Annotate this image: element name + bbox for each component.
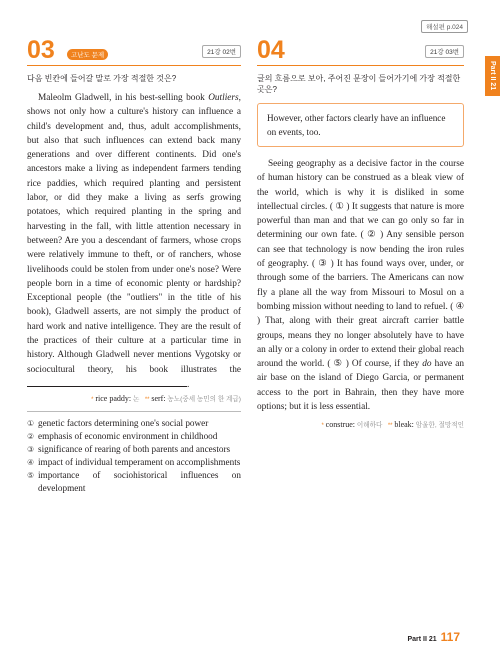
passage-text: have an air base on the island of Diego Garcia, or permanent access to the port in Bahrain, then they have more options; but it is less essential. <box>257 359 464 413</box>
choice-number: ① <box>27 419 35 429</box>
passage <box>257 157 464 414</box>
part-side-tab: Part II 21 <box>485 56 500 96</box>
glossary-term: serf: <box>151 394 166 404</box>
answer-reference: 해설편 p.024 <box>421 20 468 33</box>
star-mark: * <box>91 397 94 404</box>
glossary-term: bleak: <box>394 420 414 430</box>
answer-blank <box>27 377 187 387</box>
glossary-meaning: 이해하다 <box>356 422 383 430</box>
choice-text: genetic factors determining one's social power <box>38 418 209 429</box>
header-rule <box>257 65 464 66</box>
passage-end: . <box>187 379 190 390</box>
question-number: 03 <box>27 36 55 64</box>
choice-number: ⑤ <box>27 471 35 481</box>
glossary-meaning: 논 <box>132 396 140 404</box>
choice-text: significance of rearing of both parents and ancestors <box>38 444 231 455</box>
question-prompt: 다음 빈칸에 들어갈 말로 가장 적절한 것은? <box>27 74 177 83</box>
page-footer <box>407 630 460 644</box>
divider <box>27 411 241 412</box>
choice-item[interactable] <box>27 417 241 430</box>
glossary-meaning: 암울한, 절망적인 <box>415 422 464 430</box>
glossary-term: construe: <box>325 420 355 430</box>
question-number: 04 <box>257 36 285 64</box>
question-03-header <box>27 36 241 66</box>
passage-text: Seeing geography as a decisive factor in the course of human history can be construed as a bleak view of the world, which is why it is disliked in some intellectual circles. ( ① ) It suggests that nature is more powerful than man and that we can go only so far in determining our own fate. ( ② ) Any sensible person can see that technology is now bending the iron rules of geography. ( ③ ) It has found ways over, under, or through some of the barriers. The Americans can now fly a plane all the way from Missouri to Mosul on a bombing mission without needing to land to refuel. ( ④ ) That, along with their great aircraft carrier battle groups, means they no longer absolutely have to have an ally or a colony in order to extend their global reach around the world. ( ⑤ ) Of course, if they <box>257 159 464 370</box>
question-04-header <box>257 36 464 66</box>
choice-text: impact of individual temperament on accomplishments <box>38 457 241 468</box>
difficulty-badge: 고난도 문제 <box>67 49 108 60</box>
question-03 <box>27 36 241 495</box>
choice-number: ② <box>27 432 35 442</box>
choice-item[interactable] <box>27 456 241 469</box>
glossary-meaning: 농노(중세 농민의 한 계급) <box>167 396 241 404</box>
choice-item[interactable] <box>27 430 241 443</box>
book-title: Outliers <box>208 93 239 103</box>
choice-list <box>27 417 241 495</box>
emphasis: do <box>422 359 432 370</box>
star-mark: ** <box>387 423 393 430</box>
header-rule <box>27 65 241 66</box>
glossary <box>27 394 241 405</box>
choice-text: emphasis of economic environment in childhood <box>38 431 218 442</box>
footer-part: Part II 21 <box>407 636 437 643</box>
question-code: 21강 03번 <box>425 45 464 58</box>
given-sentence-box: However, other factors clearly have an influence on events, too. <box>257 103 464 147</box>
passage-text: , shows not only how a culture's history can influence a child's development and, thus, adult accomplishments, but also that such influences can extend back many generations and over different continents. Did one's ancestors make a living as independent farmers tending rice paddies, which required planting and persistent labor, or did they make a living as serfs growing potatoes, which required planting in the spring and harvesting in the fall, with little attention necessary in between? Are you a descendant of farmers, whose crops were relatively immune to theft, or of ranchers, whose livelihoods could be stolen from under one's nose? Were people born in a time of economic plenty or hardship? Exceptional people (the "outliers" in the title of his book), Gladwell asserts, are not simply the product of hard work and native intelligence. They are the result of the practices of their culture at a particular time in history. Although Gladwell never mentions Vygotsky or sociocultural theory, his book illustrates the <box>27 93 241 375</box>
star-mark: ** <box>144 397 150 404</box>
glossary <box>257 420 464 431</box>
passage-text: Maleolm Gladwell, in his best-selling book <box>38 93 209 103</box>
glossary-term: rice paddy: <box>95 394 132 404</box>
question-04 <box>257 36 464 431</box>
passage <box>27 91 241 392</box>
choice-number: ④ <box>27 458 35 468</box>
star-mark: * <box>321 423 324 430</box>
choice-number: ③ <box>27 445 35 455</box>
page-number: 117 <box>440 630 460 644</box>
choice-text: importance of sociohistorical influences on development <box>38 470 241 494</box>
question-code: 21강 02번 <box>202 45 241 58</box>
question-prompt: 글의 흐름으로 보아, 주어진 문장이 들어가기에 가장 적절한 곳은? <box>257 74 461 94</box>
choice-item[interactable] <box>27 443 241 456</box>
choice-item[interactable] <box>27 469 241 495</box>
